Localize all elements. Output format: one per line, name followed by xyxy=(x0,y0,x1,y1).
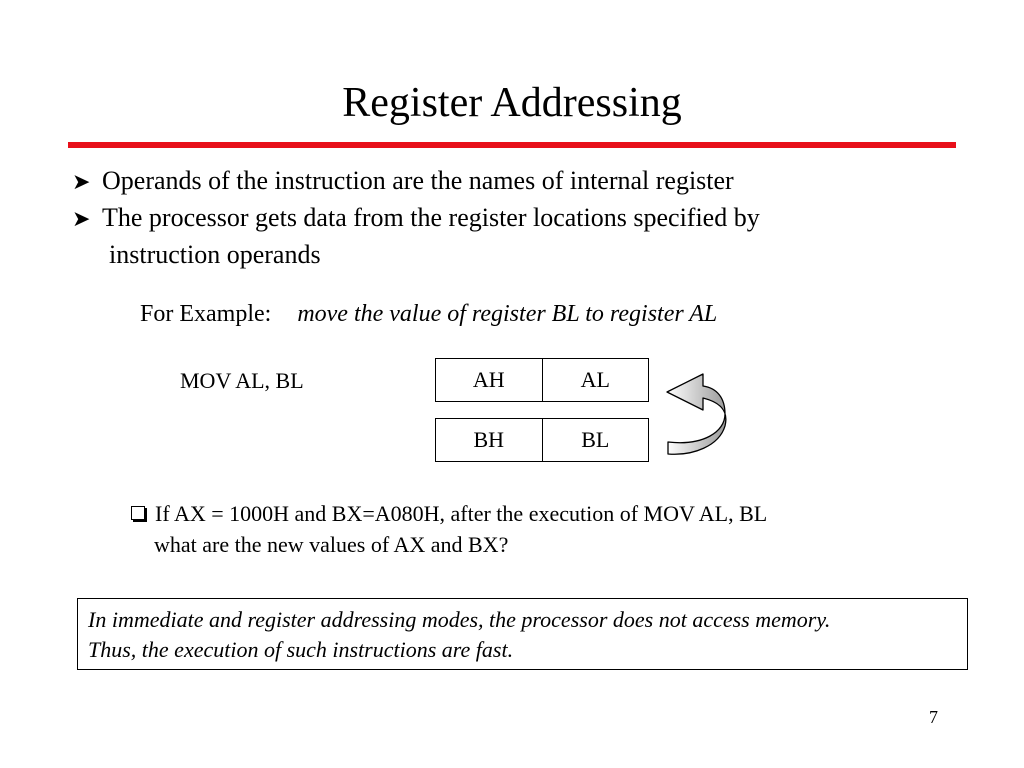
bullet-1 xyxy=(72,164,734,199)
question-line-1 xyxy=(131,499,767,529)
bullet-2-text: The processor gets data from the register locations specified by xyxy=(102,203,760,232)
register-bx-box xyxy=(435,418,649,462)
example-description: move the value of register BL to register AL xyxy=(297,301,718,327)
example-label: For Example: xyxy=(140,301,272,327)
example-instruction: MOV AL, BL xyxy=(180,368,304,393)
page-number: 7 xyxy=(929,707,938,727)
register-al-cell: AL xyxy=(542,359,649,401)
register-ah-cell: AH xyxy=(472,367,505,392)
curved-arrow-icon xyxy=(655,370,735,460)
note-box xyxy=(77,598,968,670)
question-text-1: If AX = 1000H and BX=A080H, after the execution of MOV AL, BL xyxy=(155,501,768,526)
arrow-bullet-icon: ➤ xyxy=(72,169,91,194)
register-bl-cell: BL xyxy=(542,419,649,461)
bullet-2 xyxy=(72,201,760,236)
note-line-1: In immediate and register addressing modes, the processor does not access memory. xyxy=(88,607,831,632)
bullet-1-text: Operands of the instruction are the names of internal register xyxy=(102,166,734,195)
slide-title: Register Addressing xyxy=(342,80,682,126)
title-underline xyxy=(68,142,956,148)
note-line-2: Thus, the execution of such instructions are fast. xyxy=(88,637,514,662)
bullet-2-continuation: instruction operands xyxy=(109,240,321,269)
example-line xyxy=(140,299,717,329)
register-ax-box xyxy=(435,358,649,402)
checkbox-bullet-icon xyxy=(131,506,145,520)
register-bh-cell: BH xyxy=(473,427,505,452)
question-line-2: what are the new values of AX and BX? xyxy=(154,532,509,557)
arrow-bullet-icon: ➤ xyxy=(72,206,91,231)
